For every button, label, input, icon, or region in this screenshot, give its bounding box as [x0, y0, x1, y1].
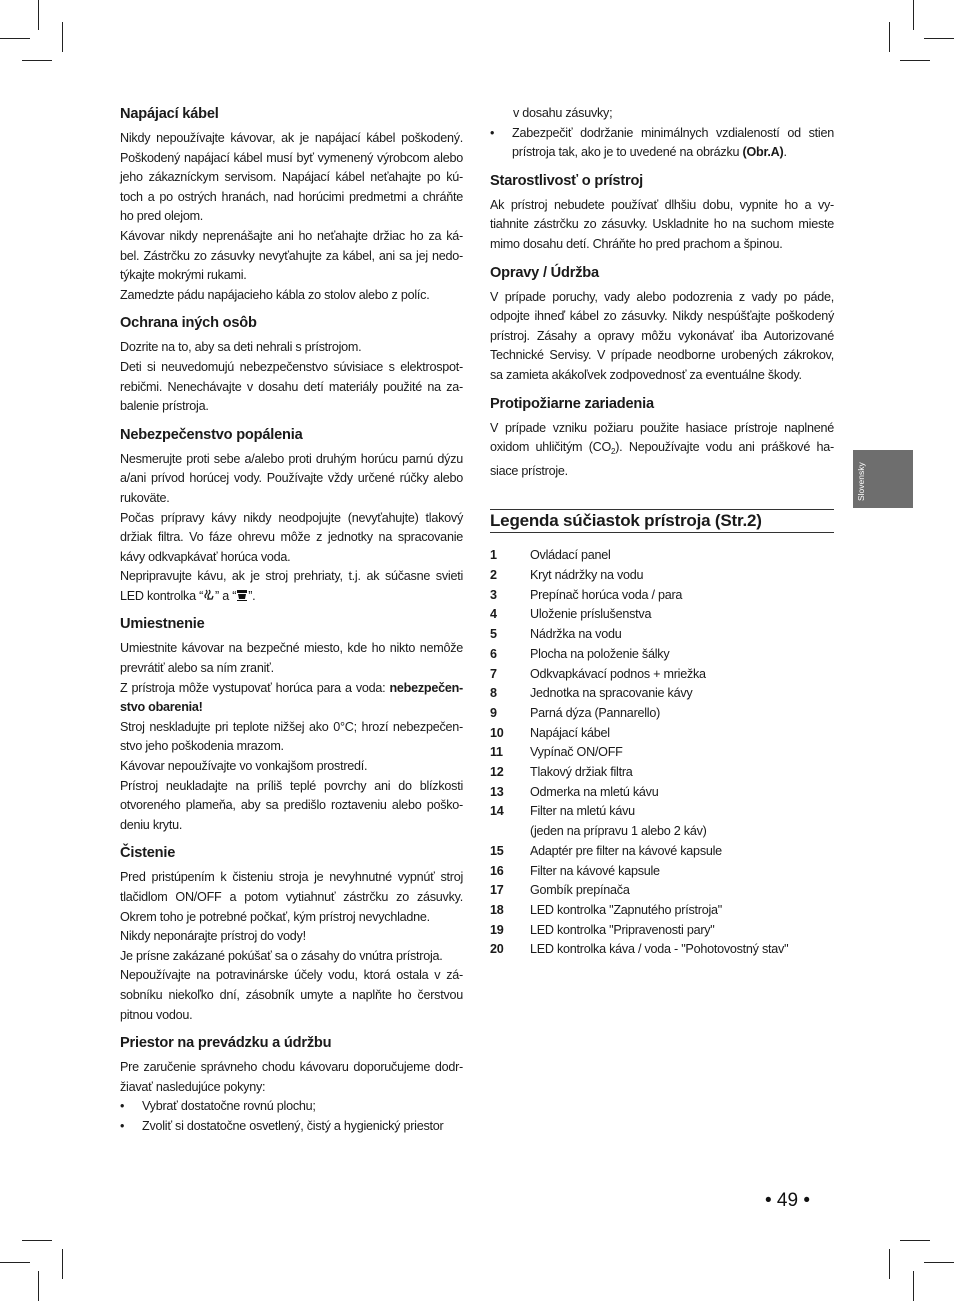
legend-item-label: Filter na mletú kávu [530, 804, 635, 819]
text: V prípade vzniku požiaru použite hasiace prístroje naplnené oxidom uhličitým (CO [490, 420, 834, 455]
section-heading: Priestor na prevádzku a údržbu [120, 1035, 332, 1052]
legend-item-label: Kryt nádržky na vodu [530, 568, 644, 583]
legend-item-number: 18 [490, 902, 504, 917]
language-tab [853, 450, 913, 508]
legend-item-label: (jeden na prípravu 1 alebo 2 káv) [530, 824, 707, 839]
section-power-cord [120, 104, 463, 305]
section-heading: Protipožiarne zariadenia [490, 395, 654, 412]
text: . [783, 145, 787, 160]
legend-item [490, 763, 834, 783]
legend-item [490, 783, 834, 803]
legend-item-number: 5 [490, 627, 497, 642]
left-column [120, 104, 463, 1145]
text: ). Nepoužívajte vodu ani práškové ha-siace prístroje. [490, 440, 834, 478]
legend-item-number: 9 [490, 705, 497, 720]
legend-item [490, 802, 834, 822]
section-operating-space-continued [490, 104, 834, 163]
legend-item [490, 901, 834, 921]
legend-item-number: 2 [490, 568, 497, 583]
paragraph [120, 679, 463, 718]
coffee-cup-icon [236, 589, 248, 601]
text: Nepripravujte kávu, ak je stroj prehriaty, t.j. ak súčasne svieti LED kontrolka “ [120, 569, 463, 603]
paragraph: Počas prípravy kávy nikdy neodpojujte (nevyťahujte) tlakový držiak filtra. Vo fáze ohrevu môže z jednotky na spracovanie kávy odkvapkávať horúca voda. [120, 510, 463, 564]
legend-item [490, 546, 834, 566]
legend-item [490, 842, 834, 862]
text: ” a “ [215, 588, 237, 603]
legend-item-number: 4 [490, 607, 497, 622]
legend-item [490, 862, 834, 882]
legend-item [490, 566, 834, 586]
crop-mark [889, 1249, 890, 1279]
legend-item [490, 881, 834, 901]
legend-item-number: 13 [490, 784, 504, 799]
legend-item [490, 665, 834, 685]
paragraph: Pre zaručenie správneho chodu kávovaru doporučujeme dodr-žiavať nasledujúce pokyny: [120, 1060, 463, 1094]
paragraph: Je prísne zakázané pokúšať sa o zásahy do vnútra prístroja. [120, 948, 443, 963]
page-number: • 49 • [765, 1190, 810, 1211]
text: Zabezpečiť dodržanie minimálnych vzdialeností od stien prístroja tak, ako je to uvedené na obrázku [512, 125, 834, 160]
legend-item-label: Parná dýza (Pannarello) [530, 705, 661, 720]
bullet-list [120, 1097, 463, 1136]
legend-item-label: Filter na kávové kapsule [530, 863, 660, 878]
legend-item-number: 8 [490, 686, 497, 701]
legend-item-label: Uloženie príslušenstva [530, 607, 652, 622]
legend-item-number [490, 822, 530, 842]
section-heading: Opravy / Údržba [490, 264, 599, 281]
crop-mark [22, 1240, 52, 1241]
paragraph: Umiestnite kávovar na bezpečné miesto, kde ho nikto nemôže prevrátiť alebo sa ním zraniť. [120, 641, 463, 676]
continuation-text: v dosahu zásuvky; [513, 106, 613, 120]
section-heading: Umiestnenie [120, 616, 205, 633]
legend-item-label: LED kontrolka káva / voda - "Pohotovostný stav" [530, 942, 789, 957]
legend-item [490, 921, 834, 941]
legend-item-label: Gombík prepínača [530, 883, 630, 898]
paragraph: Nepoužívajte na potravinárske účely vodu, ktorá ostala v zá-sobníku niekoľko dní, zásobník umyte a naplňte ho čerstvou pitnou vodou. [120, 968, 463, 1022]
legend-item-number: 12 [490, 765, 504, 780]
legend-item-number: 14 [490, 804, 504, 819]
section-heading: Ochrana iných osôb [120, 315, 257, 332]
legend-item-number: 17 [490, 883, 504, 898]
legend-item-label: Odkvapkávací podnos + mriežka [530, 666, 706, 681]
legend-item-number: 16 [490, 863, 504, 878]
legend-item-number: 3 [490, 587, 497, 602]
section-operating-space [120, 1033, 463, 1136]
parts-list [490, 546, 834, 960]
legend-item-label: Nádržka na vodu [530, 627, 622, 642]
crop-mark [900, 1240, 930, 1241]
crop-mark [913, 0, 914, 30]
paragraph: Kávovar nepoužívajte vo vonkajšom prostredí. [120, 759, 368, 774]
section-care [490, 171, 834, 255]
crop-mark [0, 38, 30, 39]
paragraph: Nikdy neponárajte prístroj do vody! [120, 929, 306, 944]
paragraph [120, 567, 463, 606]
figure-reference: (Obr.A) [742, 145, 784, 160]
paragraph: Kávovar nikdy neprenášajte ani ho neťahajte držiac ho za ká-bel. Zástrčku zo zásuvky nevyťahujte za kábel, ani sa jej nedo-týkajte mokrými rukami. [120, 228, 463, 283]
crop-mark [913, 1271, 914, 1301]
language-label: Slovensky [856, 462, 866, 501]
bullet-item: • Vybrať dostatočne rovnú plochu; [120, 1097, 463, 1117]
crop-mark [924, 38, 954, 39]
bullet-item: • Zvoliť si dostatočne osvetlený, čistý a hygienický priestor [120, 1117, 463, 1137]
legend-item-label: Jednotka na spracovanie kávy [530, 686, 693, 701]
legend-item [490, 625, 834, 645]
legend-item-number: 1 [490, 548, 497, 563]
legend-item-label: Vypínač ON/OFF [530, 745, 623, 760]
section-heading: Starostlivosť o prístroj [490, 172, 644, 189]
legend-item-number: 19 [490, 922, 504, 937]
legend-item-number: 20 [490, 942, 504, 957]
section-repairs [490, 263, 834, 386]
right-column [490, 104, 834, 960]
paragraph: V prípade poruchy, vady alebo podozrenia z vady po páde, odpojte ihneď kábel zo zásuvky. Nikdy nespúšťajte poškodený prístroj. Zásahy a opravy môžu vykonávať iba Autorizované Technické Servisy. V prípade neodborne urobených zákrokov, sa zamieta akákoľvek zodpovednosť za eventuálne škody. [490, 289, 834, 382]
section-heading: Napájací kábel [120, 106, 219, 122]
legend-item-number: 10 [490, 725, 504, 740]
legend-item-number: 6 [490, 646, 497, 661]
legend-item-label: LED kontrolka "Zapnutého prístroja" [530, 902, 722, 917]
bullet-item [490, 124, 834, 163]
steam-icon [203, 589, 215, 601]
legend-item-number: 7 [490, 666, 497, 681]
legend-item-label: Adaptér pre filter na kávové kapsule [530, 843, 722, 858]
legend-item-label: Odmerka na mletú kávu [530, 784, 659, 799]
paragraph: Nikdy nepoužívajte kávovar, ak je napájací kábel poškodený. Poškodený napájací kábel musí byť vymenený výrobcom alebo jeho zákazníckym servisom. Napájací kábel neťahajte po kú-toch a po ostrých hranách, nad horúcimi predmetmi a chráňte ho pred olejom. [120, 131, 463, 224]
legend-item-label: LED kontrolka "Pripravenosti pary" [530, 922, 715, 937]
section-heading: Čistenie [120, 845, 176, 862]
section-burn-hazard [120, 425, 463, 607]
crop-mark [900, 60, 930, 61]
paragraph: Zamedzte pádu napájacieho kábla zo stolov alebo z políc. [120, 287, 430, 302]
text: Z prístroja môže vystupovať horúca para a voda: [120, 680, 390, 695]
legend-item-label: Prepínač horúca voda / para [530, 587, 683, 602]
text: ”. [248, 588, 256, 603]
legend-item-label: Ovládací panel [530, 548, 611, 563]
legend-item [490, 940, 834, 960]
legend-item [490, 645, 834, 665]
crop-mark [62, 1249, 63, 1279]
warning-text: nebezpečen-stvo obarenia! [120, 680, 463, 715]
paragraph: Pred pristúpením k čisteniu stroja je nevyhnutné vypnúť stroj tlačidlom ON/OFF a potom vytiahnuť zástrčku zo zásuvky. Okrem toho je potrebné počkať, kým prístroj nevychladne. [120, 870, 463, 924]
legend-item-number: 11 [490, 745, 503, 760]
section-cleaning [120, 843, 463, 1025]
legend-item [490, 605, 834, 625]
legend-item-label: Napájací kábel [530, 725, 610, 740]
legend-title: Legenda súčiastok prístroja (Str.2) [490, 509, 834, 533]
crop-mark [0, 1262, 30, 1263]
section-protection [120, 313, 463, 416]
section-heading: Nebezpečenstvo popálenia [120, 426, 303, 443]
crop-mark [22, 60, 52, 61]
legend-item-label: Plocha na položenie šálky [530, 646, 670, 661]
crop-mark [62, 22, 63, 52]
paragraph: Ak prístroj nebudete používať dlhšiu dobu, vypnite ho a vy-tiahnite zástrčku zo zásuvky. Uskladnite ho na suchom mieste mimo dosahu detí. Chráňte ho pred prachom a špinou. [490, 197, 834, 251]
bullet-list [490, 124, 834, 163]
crop-mark [889, 22, 890, 52]
section-placement [120, 614, 463, 835]
paragraph: Dozrite na to, aby sa deti nehrali s prístrojom. [120, 340, 362, 355]
crop-mark [38, 0, 39, 30]
crop-mark [38, 1271, 39, 1301]
paragraph: Nesmerujte proti sebe a/alebo proti druhým horúcu parnú dýzu a/ani prívod horúcej vody. Používajte vždy určené rúčky alebo rukoväte. [120, 451, 463, 505]
crop-mark [924, 1262, 954, 1263]
paragraph: Stroj neskladujte pri teplote nižšej ako 0°C; hrozí nebezpečen-stvo jeho poškodenia mrazom. [120, 719, 463, 754]
legend-item [490, 743, 834, 763]
legend-item [490, 822, 834, 842]
legend-item-number: 15 [490, 843, 504, 858]
legend-item [490, 704, 834, 724]
legend-item [490, 586, 834, 606]
legend-item-label: Tlakový držiak filtra [530, 765, 633, 780]
section-fire-safety [490, 394, 834, 482]
paragraph: Deti si neuvedomujú nebezpečenstvo súvisiace s elektrospot-rebičmi. Nenechávajte v dosahu detí materiály použité na za-balenie prístroja. [120, 359, 463, 414]
legend-item [490, 684, 834, 704]
subscript: 2 [611, 447, 616, 457]
paragraph [490, 419, 834, 482]
paragraph: Prístroj neukladajte na príliš teplé povrchy ani do blízkosti otvoreného plameňa, aby sa predišlo roztaveniu alebo poško-deniu krytu. [120, 778, 463, 832]
legend-item [490, 724, 834, 744]
